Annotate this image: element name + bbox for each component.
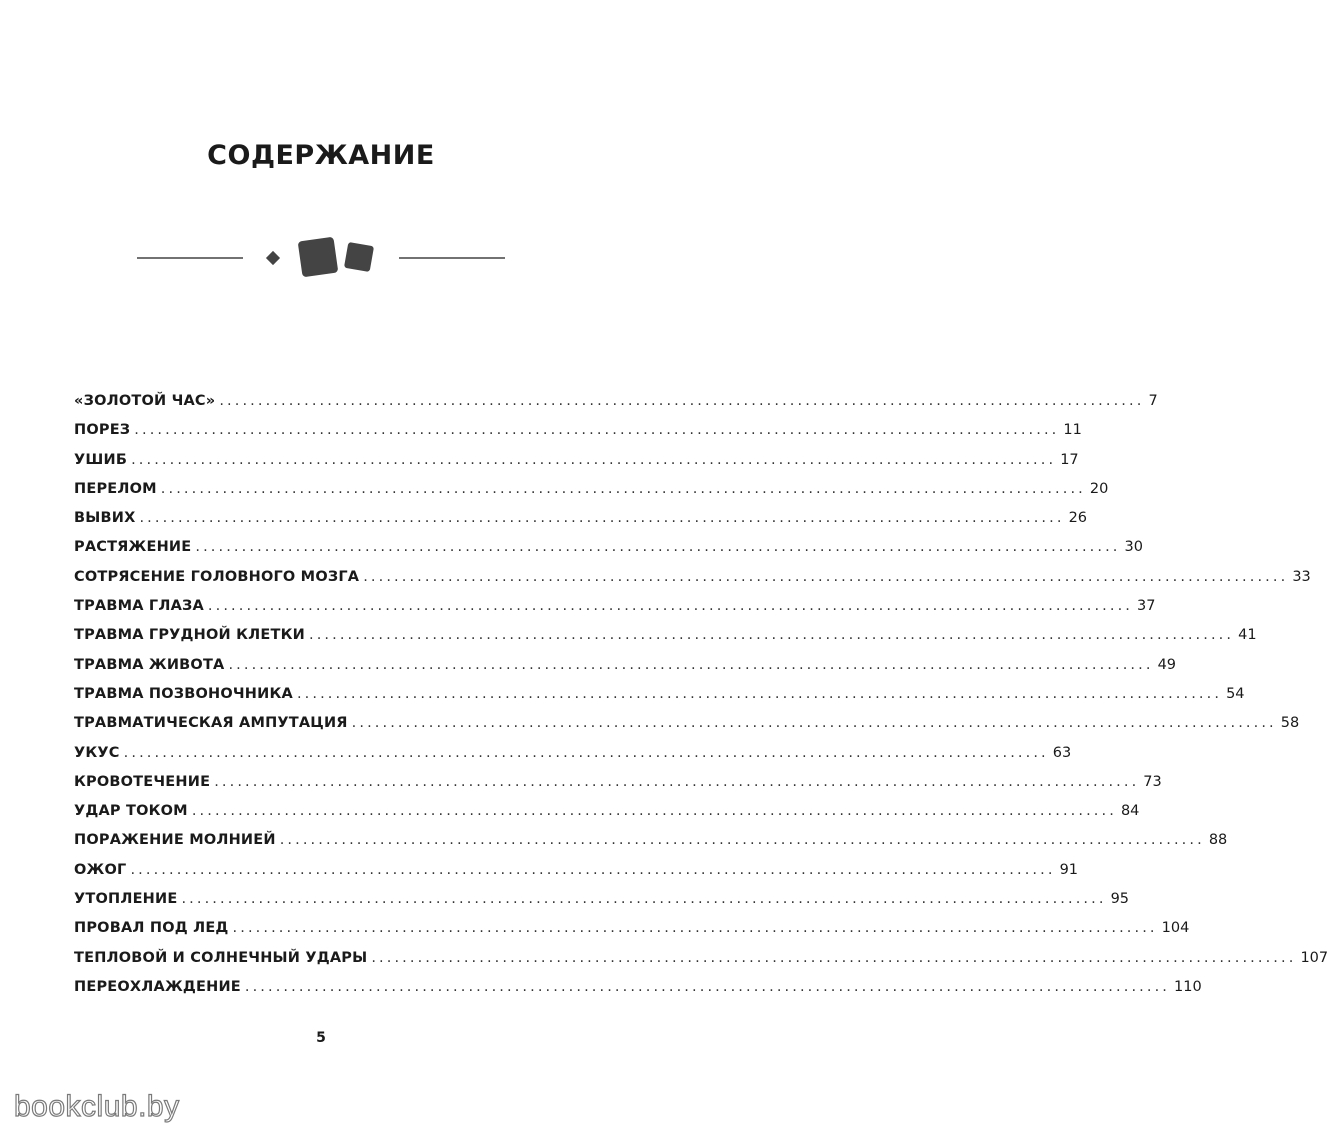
toc-entry	[74, 422, 1082, 451]
toc-entry-title: ТРАВМА ПОЗВОНОЧНИКА	[74, 685, 293, 702]
toc-dot-leader: ........................................................................................................................	[160, 480, 1086, 497]
toc-dot-leader: ........................................................................................................................	[308, 627, 1235, 644]
toc-entry-title: ПОРАЖЕНИЕ МОЛНИЕЙ	[74, 832, 276, 849]
toc-entry-title: ТРАВМАТИЧЕСКАЯ АМПУТАЦИЯ	[74, 715, 348, 732]
toc-entry-page: 30	[1124, 539, 1143, 556]
toc-dot-leader: ........................................................................................................................	[279, 832, 1205, 849]
toc-entry-title: ОЖОГ	[74, 861, 127, 878]
toc-dot-leader: ........................................................................................................................	[195, 539, 1121, 556]
ornament-large-square	[298, 237, 339, 278]
table-of-contents	[74, 393, 1328, 1008]
toc-entry	[74, 891, 1130, 920]
page-number: 5	[316, 1030, 326, 1046]
toc-entry-title: УШИБ	[74, 451, 128, 468]
toc-dot-leader: ........................................................................................................................	[130, 861, 1056, 878]
toc-entry-title: УКУС	[74, 744, 120, 761]
toc-entry-title: ТЕПЛОВОЙ И СОЛНЕЧНЫЙ УДАРЫ	[74, 949, 368, 966]
title-ornament	[0, 0, 700, 300]
toc-dot-leader: ........................................................................................................................	[228, 656, 1154, 673]
toc-entry-title: ТРАВМА ГЛАЗА	[74, 598, 204, 615]
toc-entry-title: РАСТЯЖЕНИЕ	[74, 539, 192, 556]
toc-entry-title: «ЗОЛОТОЙ ЧАС»	[74, 393, 216, 409]
toc-dot-leader: ........................................................................................................................	[219, 393, 1145, 409]
toc-entry-title: УДАР ТОКОМ	[74, 803, 188, 820]
toc-dot-leader: ........................................................................................................................	[181, 891, 1107, 908]
toc-dot-leader: ........................................................................................................................	[207, 598, 1134, 615]
toc-entry-title: ТРАВМА ЖИВОТА	[74, 656, 225, 673]
toc-entry	[74, 627, 1257, 656]
toc-entry	[74, 715, 1300, 744]
toc-entry-page: 17	[1060, 451, 1079, 468]
toc-entry-page: 11	[1063, 422, 1082, 439]
toc-entry-page: 7	[1148, 393, 1158, 409]
toc-entry-title: ПРОВАЛ ПОД ЛЕД	[74, 920, 229, 937]
toc-entry-title: ВЫВИХ	[74, 510, 136, 527]
toc-entry-page: 107	[1300, 949, 1328, 966]
toc-entry-page: 54	[1226, 685, 1245, 702]
toc-entry-page: 104	[1161, 920, 1190, 937]
toc-dot-leader: ........................................................................................................................	[351, 715, 1277, 732]
toc-entry-page: 73	[1143, 773, 1162, 790]
toc-entry	[74, 920, 1190, 949]
toc-entry-title: УТОПЛЕНИЕ	[74, 891, 178, 908]
toc-entry-page: 63	[1052, 744, 1072, 761]
toc-entry-page: 37	[1137, 598, 1156, 615]
toc-dot-leader: ........................................................................................................................	[214, 773, 1140, 790]
toc-dot-leader: ........................................................................................................................	[296, 685, 1223, 702]
toc-entry-page: 20	[1089, 480, 1109, 497]
toc-dot-leader: ........................................................................................................................	[131, 451, 1057, 468]
toc-entry	[74, 598, 1156, 627]
toc-dot-leader: ........................................................................................................................	[371, 949, 1297, 966]
toc-entry	[74, 510, 1088, 539]
toc-entry-page: 41	[1238, 627, 1257, 644]
toc-entry-page: 58	[1280, 715, 1300, 732]
toc-dot-leader: ........................................................................................................................	[244, 978, 1170, 995]
toc-entry-title: ПЕРЕОХЛАЖДЕНИЕ	[74, 978, 241, 995]
toc-entry	[74, 393, 1158, 422]
toc-entry-title: КРОВОТЕЧЕНИЕ	[74, 773, 211, 790]
toc-entry-page: 91	[1059, 861, 1079, 878]
toc-entry	[74, 568, 1311, 598]
toc-entry-page: 88	[1208, 832, 1228, 849]
ornament-medium-square	[344, 242, 374, 272]
toc-entry-title: ТРАВМА ГРУДНОЙ КЛЕТКИ	[74, 627, 305, 644]
toc-entry	[74, 949, 1328, 979]
toc-entry	[74, 539, 1143, 568]
toc-dot-leader: ........................................................................................................................	[363, 568, 1289, 585]
toc-entry	[74, 656, 1177, 686]
toc-entry-title: ПЕРЕЛОМ	[74, 480, 157, 497]
toc-dot-leader: ........................................................................................................................	[134, 422, 1060, 439]
toc-entry-page: 95	[1110, 891, 1130, 908]
toc-entry	[74, 685, 1245, 715]
toc-dot-leader: ........................................................................................................................	[232, 920, 1158, 937]
toc-entry-page: 49	[1157, 656, 1177, 673]
toc-dot-leader: ........................................................................................................................	[191, 803, 1117, 820]
toc-dot-leader: ........................................................................................................................	[139, 510, 1065, 527]
toc-entry	[74, 773, 1162, 803]
toc-entry	[74, 978, 1202, 1008]
toc-entry	[74, 832, 1228, 861]
toc-entry	[74, 744, 1072, 774]
page-title: СОДЕРЖАНИЕ	[207, 140, 435, 171]
toc-entry	[74, 861, 1079, 891]
toc-entry	[74, 803, 1140, 832]
toc-dot-leader: ........................................................................................................................	[123, 744, 1049, 761]
toc-entry-page: 110	[1174, 978, 1202, 995]
ornament-small-diamond	[266, 251, 280, 265]
toc-entry-page: 84	[1120, 803, 1140, 820]
toc-entry	[74, 480, 1109, 510]
watermark-logo: bookclub.by	[14, 1090, 180, 1123]
toc-entry-page: 33	[1292, 568, 1311, 585]
toc-entry	[74, 451, 1079, 481]
toc-entry-page: 26	[1068, 510, 1088, 527]
toc-entry-title: ПОРЕЗ	[74, 422, 131, 439]
toc-entry-title: СОТРЯСЕНИЕ ГОЛОВНОГО МОЗГА	[74, 568, 360, 585]
